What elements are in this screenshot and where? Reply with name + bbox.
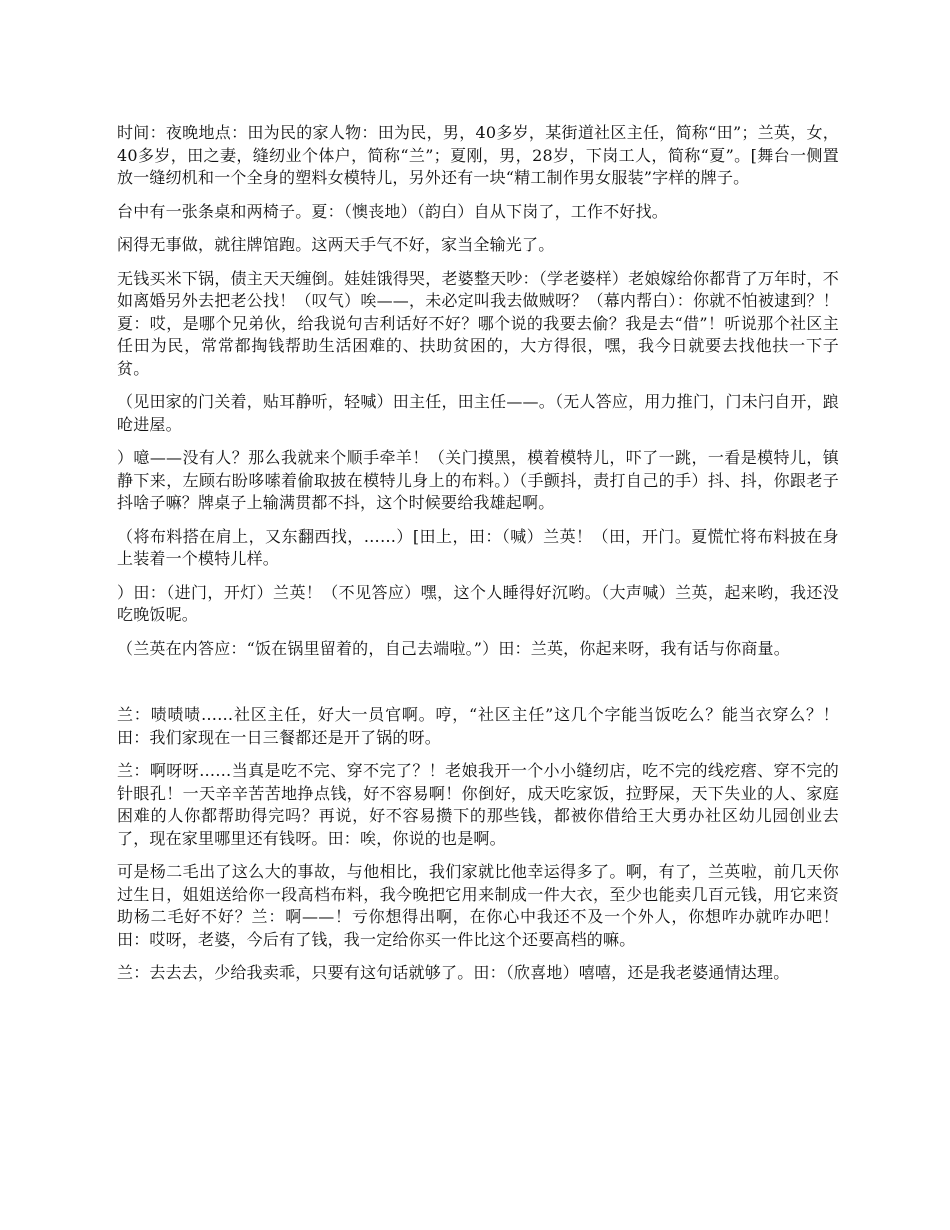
paragraph: ）噫——没有人？那么我就来个顺手牵羊！（关门摸黑，模着模特儿，吓了一跳，一看是模特儿，镇静下来，左顾右盼哆嗦着偷取披在模特儿身上的布料。）（手颤抖，责打自己的手）抖、抖，你跟老子抖啥子嘛？牌桌子上输满贯都不抖，这个时候要给我雄起啊。 (117, 448, 839, 512)
paragraph: ）田：（进门，开灯）兰英！（不见答应）嘿，这个人睡得好沉哟。（大声喊）兰英，起来哟，我还没吃晚饭呢。 (117, 582, 839, 624)
paragraph: （见田家的门关着，贴耳静听，轻喊）田主任，田主任——。（无人答应，用力推门，门未闩自开，踉呛进屋。 (117, 392, 839, 434)
paragraph: 时间：夜晚地点：田为民的家人物：田为民，男，40多岁，某街道社区主任，简称“田”；兰英，女，40多岁，田之妻，缝纫业个体户，简称“兰”；夏刚，男，28岁，下岗工人，简称“夏”。[舞台一侧置放一缝纫机和一个全身的塑料女模特儿，另外还有一块“精工制作男女服装”字样的牌子。 (117, 123, 839, 187)
paragraph: （兰英在内答应：“饭在锅里留着的，自己去端啦。”）田：兰英，你起来呀，我有话与你商量。 (117, 638, 790, 658)
paragraph: 兰：去去去，少给我卖乖，只要有这句话就够了。田：（欣喜地）嘻嘻，还是我老婆通情达理。 (117, 963, 790, 982)
section-gap (117, 671, 839, 704)
paragraph: 台中有一张条桌和两椅子。夏：（懊丧地）（韵白）自从下岗了，工作不好找。 (117, 201, 669, 221)
paragraph: （将布料搭在肩上，又东翻西找，……）[田上，田：（喊）兰英！（田，开门。夏慌忙将布料披在身上装着一个模特儿样。 (117, 526, 839, 568)
paragraph: 无钱买米下锅，债主天天缠倒。娃娃饿得哭，老婆整天吵：（学老婆样）老娘嫁给你都背了万年时，不如离婚另外去把老公找！（叹气）唉——，未必定叫我去做贼呀？（幕内帮白）：你就不怕被逮到？！夏：哎，是哪个兄弟伙，给我说句吉利话好不好？哪个说的我要去偷？我是去“借”！听说那个社区主任田为民，常常都掏钱帮助生活困难的、扶助贫困的，大方得很，嘿，我今日就要去找他扶一下子贫。 (117, 268, 839, 378)
document-body (117, 122, 839, 996)
paragraph: 可是杨二毛出了这么大的事故，与他相比，我们家就比他幸运得多了。啊，有了，兰英啦，前几天你过生日，姐姐送给你一段高档布料，我今晚把它用来制成一件大衣，至少也能卖几百元钱，用它来资助杨二毛好不好？兰：啊——！亏你想得出啊，在你心中我还不及一个外人，你想咋办就咋办吧！田：哎呀，老婆，今后有了钱，我一定给你买一件比这个还要高档的嘛。 (117, 862, 839, 949)
paragraph: 闲得无事做，就往牌馆跑。这两天手气不好，家当全输光了。 (117, 235, 555, 254)
paragraph: 兰：啊呀呀……当真是吃不完、穿不完了？！老娘我开一个小小缝纫店，吃不完的线疙瘩、穿不完的针眼孔！一天辛辛苦苦地挣点钱，好不容易啊！你倒好，成天吃家饭，拉野屎，天下失业的人、家庭困难的人你都帮助得完吗？再说，好不容易攒下的那些钱，都被你借给王大勇办社区幼儿园创业去了，现在家里哪里还有钱呀。田：唉，你说的也是啊。 (117, 761, 839, 848)
paragraph: 兰：啧啧啧……社区主任，好大一员官啊。哼，“社区主任”这几个字能当饭吃么？能当衣穿么？！田：我们家现在一日三餐都还是开了锅的呀。 (117, 705, 839, 747)
